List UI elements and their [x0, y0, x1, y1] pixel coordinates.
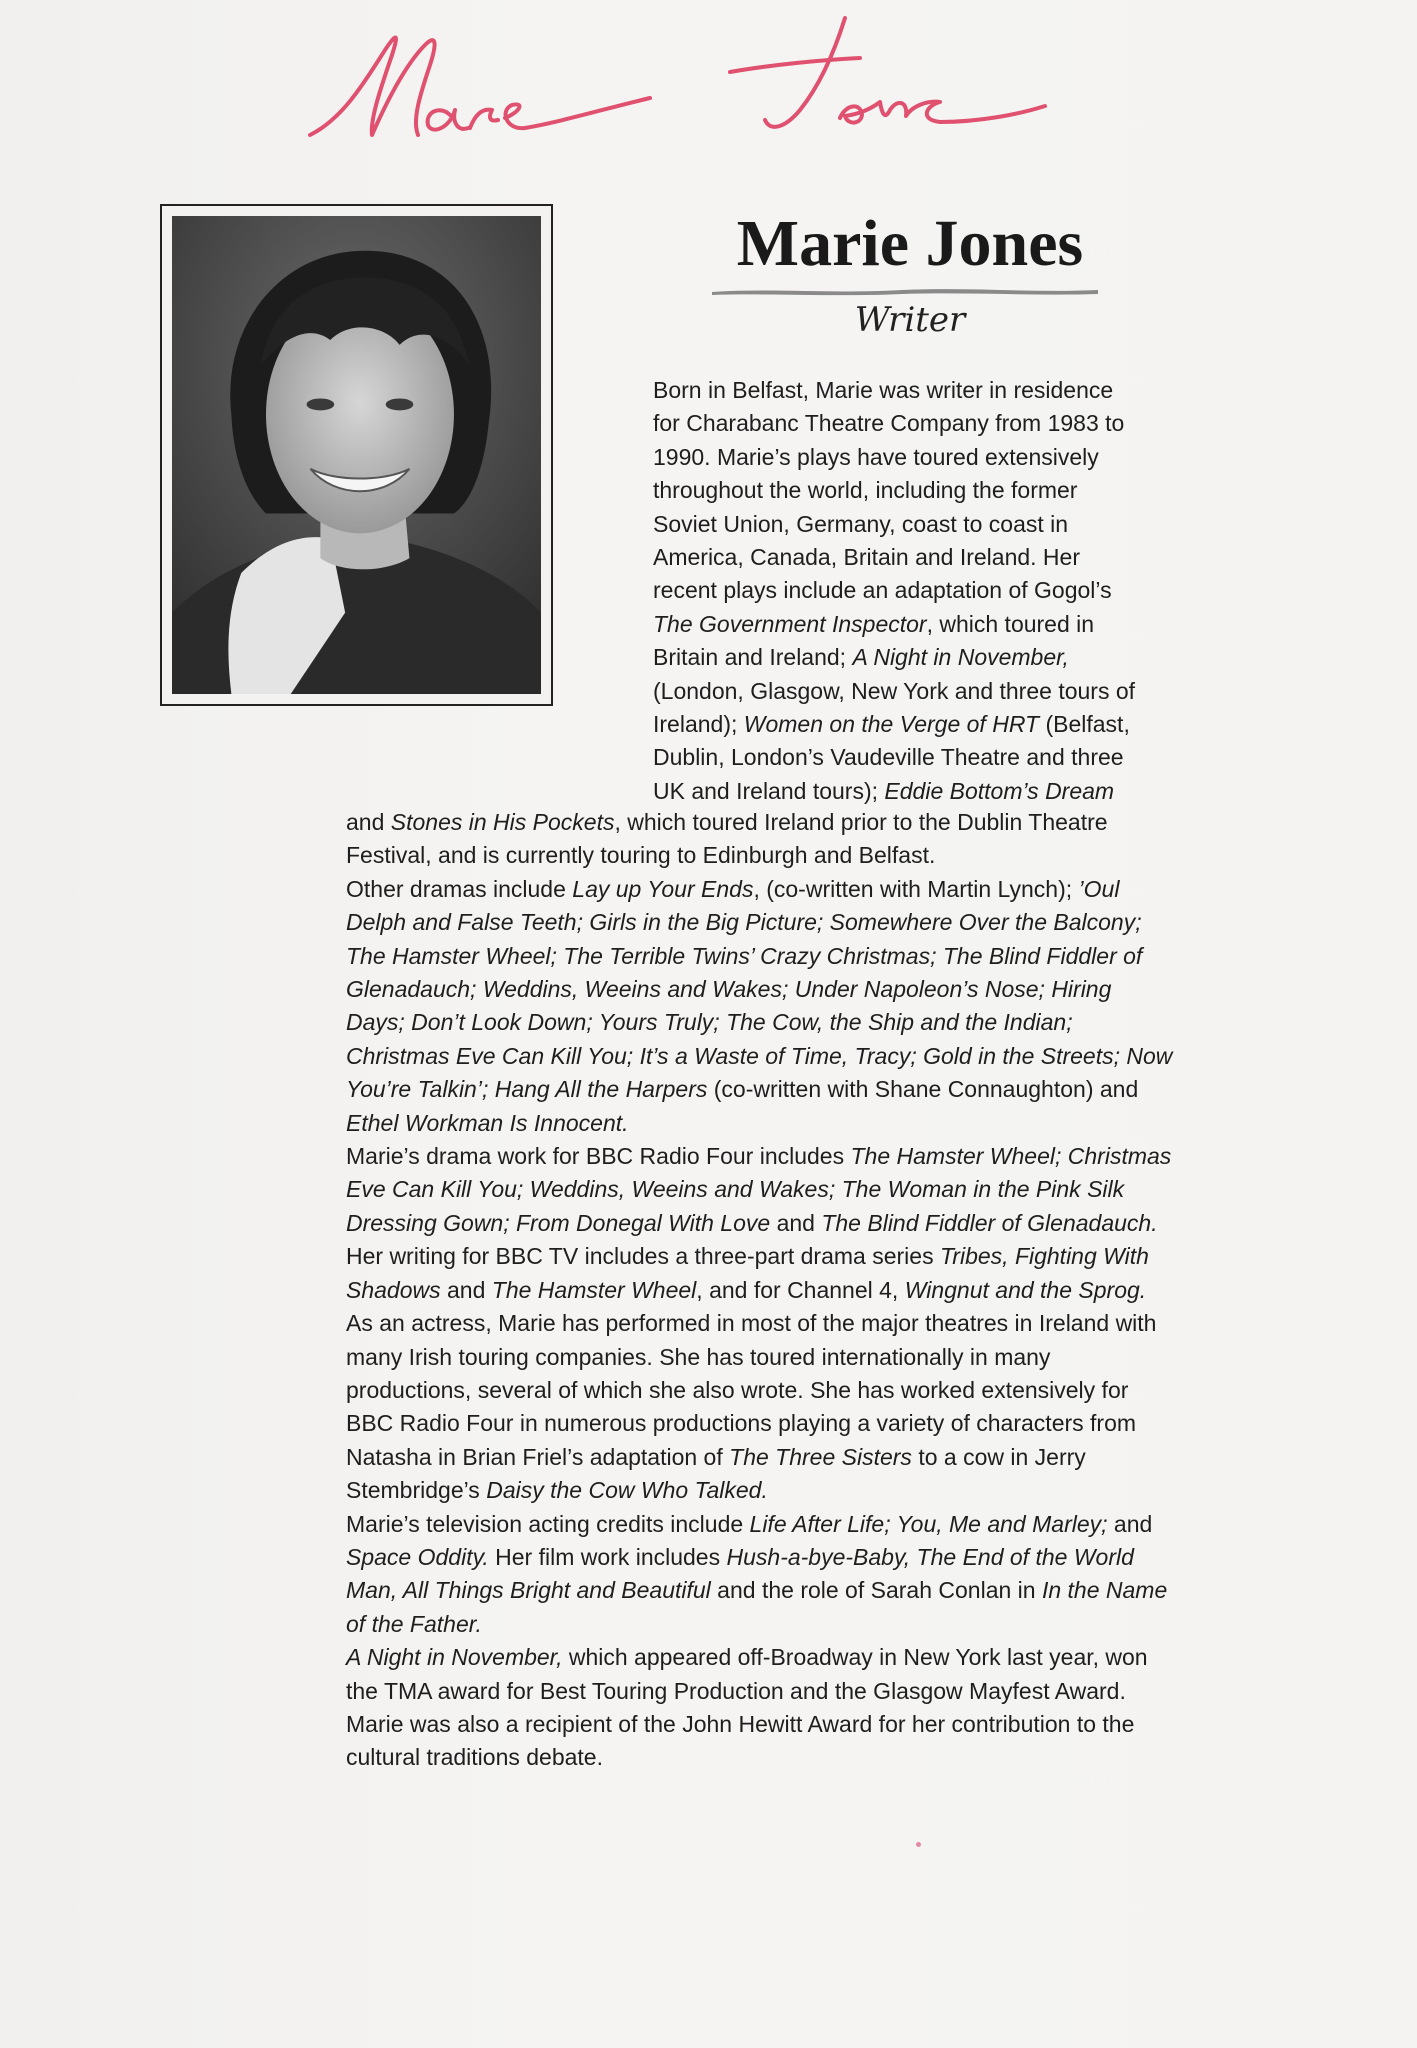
bio-paragraph: Her writing for BBC TV includes a three-part drama series Tribes, Fighting With Shadows and The Hamster Wheel, and for Channel 4, Wingnut and the Sprog.: [346, 1243, 1149, 1303]
bio-paragraph: As an actress, Marie has performed in most of the major theatres in Ireland with many Irish touring companies. She has toured internationally in many productions, several of which she also wrote. She has worked extensively for BBC Radio Four in numerous productions playing a variety of characters from Natasha in Brian Friel’s adaptation of The Three Sisters to a cow in Jerry Stembridge’s Daisy the Cow Who Talked.: [346, 1310, 1157, 1504]
page-title: Marie Jones: [736, 207, 1084, 280]
bio-body: [346, 806, 1176, 1775]
ink-speck: [916, 1842, 921, 1847]
portrait-frame: [160, 204, 553, 706]
bio-paragraph: Other dramas include Lay up Your Ends, (co-written with Martin Lynch); ’Oul Delph and False Teeth; Girls in the Big Picture; Somewhere Over the Balcony; The Hamster Wheel; The Terrible Twins’ Crazy Christmas; The Blind Fiddler of Glenadauch; Weddins, Weeins and Wakes; Under Napoleon’s Nose; Hiring Days; Don’t Look Down; Yours Truly; The Cow, the Ship and the Indian; Christmas Eve Can Kill You; It’s a Waste of Time, Tracy; Gold in the Streets; Now You’re Talkin’; Hang All the Harpers (co-written with Shane Connaughton) and Ethel Workman Is Innocent.: [346, 875, 1173, 1136]
title-underline: [712, 284, 1098, 298]
portrait-photo: [172, 216, 541, 694]
handwritten-signature: [300, 10, 1060, 200]
bio-paragraph: and Stones in His Pockets, which toured Ireland prior to the Dublin Theatre Festival, and is currently touring to Edinburgh and Belfast.: [346, 809, 1108, 869]
bio-paragraph: A Night in November, which appeared off-Broadway in New York last year, won the TMA award for Best Touring Production and the Glasgow Mayfest Award. Marie was also a recipient of the John Hewitt Award for her contribution to the cultural traditions debate.: [346, 1644, 1148, 1771]
bio-paragraph: Marie’s television acting credits include Life After Life; You, Me and Marley; and Space Oddity. Her film work includes Hush-a-bye-Baby, The End of the World Man, All Things Bright and Beautiful and the role of Sarah Conlan in In the Name of the Father.: [346, 1510, 1168, 1637]
role-subtitle: Writer: [854, 300, 966, 340]
bio-intro: Born in Belfast, Marie was writer in residence for Charabanc Theatre Company from 1983 to 1990. Marie’s plays have toured extensively throughout the world, including the former Soviet Union, Germany, coast to coast in America, Canada, Britain and Ireland. Her recent plays include an adaptation of Gogol’s The Government Inspector, which toured in Britain and Ireland; A Night in November, (London, Glasgow, New York and three tours of Ireland); Women on the Verge of HRT (Belfast, Dublin, London’s Vaudeville Theatre and three UK and Ireland tours); Eddie Bottom’s Dream: [653, 377, 1136, 804]
bio-paragraph: Marie’s drama work for BBC Radio Four includes The Hamster Wheel; Christmas Eve Can Kill You; Weddins, Weeins and Wakes; The Woman in the Pink Silk Dressing Gown; From Donegal With Love and The Blind Fiddler of Glenadauch.: [346, 1143, 1172, 1236]
